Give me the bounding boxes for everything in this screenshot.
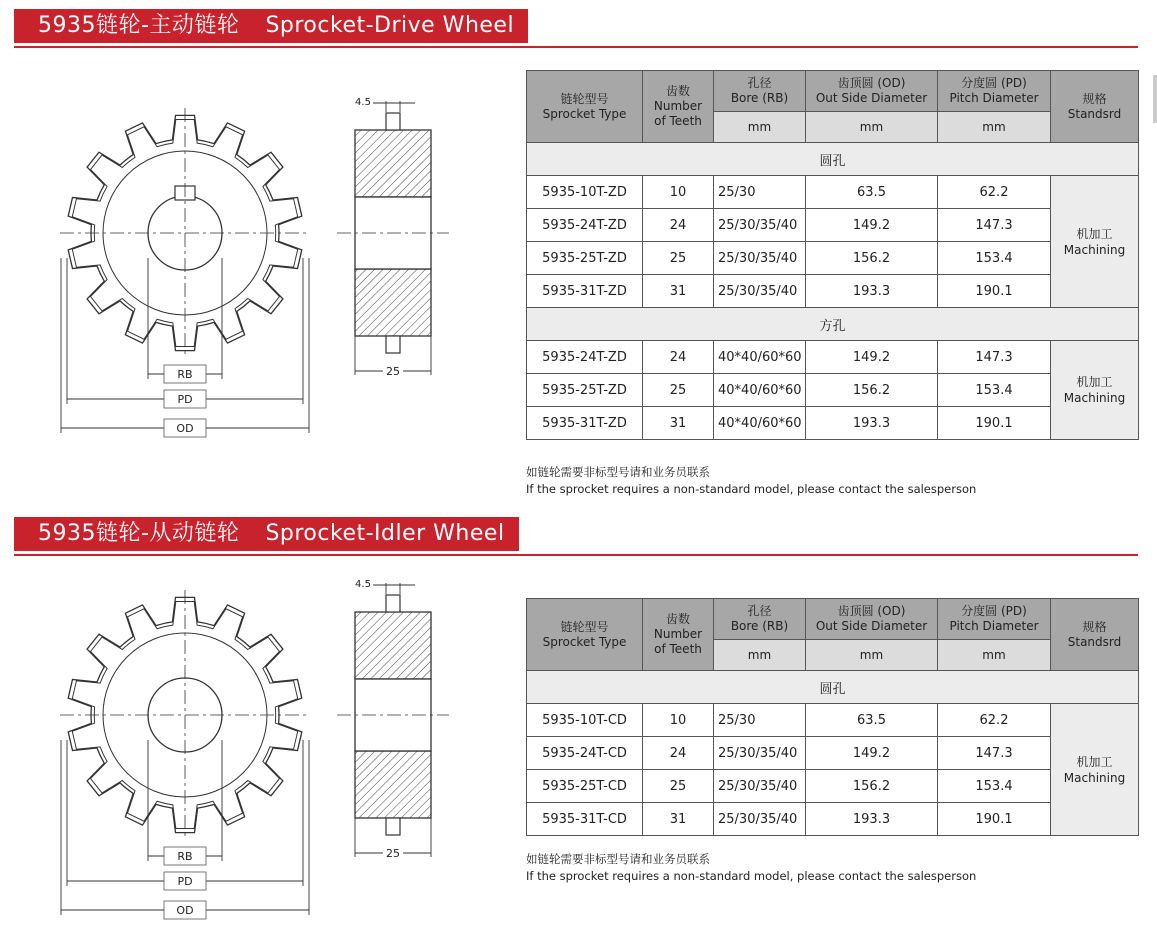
cell-type: 5935-24T-ZD bbox=[527, 341, 643, 374]
cell-bore: 25/30/35/40 bbox=[714, 209, 806, 242]
cell-type: 5935-24T-CD bbox=[527, 737, 643, 770]
cell-type: 5935-31T-CD bbox=[527, 803, 643, 836]
header-pd: 分度圆 (PD) Pitch Diameter bbox=[938, 71, 1051, 112]
cell-od: 193.3 bbox=[806, 803, 938, 836]
cell-bore: 25/30 bbox=[714, 704, 806, 737]
sprocket-drawing bbox=[40, 568, 480, 928]
cell-teeth: 24 bbox=[643, 209, 714, 242]
cell-od: 156.2 bbox=[806, 770, 938, 803]
cell-teeth: 25 bbox=[643, 242, 714, 275]
unit-cell: mm bbox=[714, 112, 806, 143]
cell-pd: 147.3 bbox=[938, 341, 1051, 374]
cell-type: 5935-31T-ZD bbox=[527, 407, 643, 440]
unit-cell: mm bbox=[806, 640, 938, 671]
header-type: 链轮型号 Sprocket Type bbox=[527, 71, 643, 143]
side-tooth-top bbox=[386, 595, 400, 612]
cell-type: 5935-25T-ZD bbox=[527, 242, 643, 275]
cell-od: 149.2 bbox=[806, 737, 938, 770]
cell-standard: 机加工 Machining bbox=[1051, 176, 1139, 308]
cell-type: 5935-24T-ZD bbox=[527, 209, 643, 242]
dim-width-label: 4.5 bbox=[355, 97, 371, 108]
section-title-cn: 5935链轮-从动链轮 bbox=[38, 521, 240, 546]
note-cn: 如链轮需要非标型号请和业务员联系 bbox=[526, 465, 710, 479]
note-en: If the sprocket requires a non-standard model, please contact the salesperson bbox=[526, 869, 977, 883]
section-title bbox=[14, 517, 519, 551]
side-section-bottom bbox=[355, 269, 431, 336]
cell-bore: 25/30/35/40 bbox=[714, 803, 806, 836]
cell-type: 5935-25T-CD bbox=[527, 770, 643, 803]
cell-teeth: 25 bbox=[643, 770, 714, 803]
header-teeth: 齿数 Number of Teeth bbox=[643, 599, 714, 671]
group-label: 圆孔 bbox=[527, 143, 1139, 176]
table-row bbox=[527, 803, 1139, 836]
rb-label: RB bbox=[177, 850, 193, 863]
group-label: 方孔 bbox=[527, 308, 1139, 341]
section-title-en: Sprocket-Idler Wheel bbox=[265, 521, 505, 546]
cell-od: 156.2 bbox=[806, 242, 938, 275]
dim-hub-label: 25 bbox=[386, 847, 400, 860]
table-row bbox=[527, 374, 1139, 407]
dim-hub-label: 25 bbox=[386, 365, 400, 378]
cell-teeth: 31 bbox=[643, 407, 714, 440]
rb-label: RB bbox=[177, 368, 193, 381]
cell-standard: 机加工 Machining bbox=[1051, 704, 1139, 836]
spec-table bbox=[526, 70, 1139, 440]
cell-teeth: 24 bbox=[643, 737, 714, 770]
spec-table bbox=[526, 598, 1139, 836]
side-tooth-bottom bbox=[386, 336, 400, 353]
header-bore: 孔径 Bore (RB) bbox=[714, 599, 806, 640]
unit-cell: mm bbox=[938, 640, 1051, 671]
side-section-top bbox=[355, 130, 431, 197]
section-title-en: Sprocket-Drive Wheel bbox=[265, 13, 515, 38]
title-divider bbox=[14, 554, 1138, 556]
note-cn: 如链轮需要非标型号请和业务员联系 bbox=[526, 852, 710, 866]
header-standard: 规格 Standsrd bbox=[1051, 71, 1139, 143]
cell-od: 63.5 bbox=[806, 176, 938, 209]
cell-pd: 190.1 bbox=[938, 275, 1051, 308]
od-label: OD bbox=[176, 904, 194, 917]
cell-type: 5935-31T-ZD bbox=[527, 275, 643, 308]
cell-type: 5935-10T-ZD bbox=[527, 176, 643, 209]
header-od: 齿顶圆 (OD) Out Side Diameter bbox=[806, 71, 938, 112]
cell-bore: 40*40/60*60 bbox=[714, 407, 806, 440]
cell-pd: 153.4 bbox=[938, 374, 1051, 407]
note-en: If the sprocket requires a non-standard model, please contact the salesperson bbox=[526, 482, 977, 496]
cell-bore: 25/30/35/40 bbox=[714, 737, 806, 770]
header-teeth: 齿数 Number of Teeth bbox=[643, 71, 714, 143]
cell-pd: 153.4 bbox=[938, 242, 1051, 275]
table-row bbox=[527, 242, 1139, 275]
cell-pd: 62.2 bbox=[938, 704, 1051, 737]
cell-od: 149.2 bbox=[806, 209, 938, 242]
cell-teeth: 31 bbox=[643, 275, 714, 308]
table-row bbox=[527, 176, 1139, 209]
side-section-bottom bbox=[355, 751, 431, 818]
page-edge-mark bbox=[1153, 75, 1157, 123]
section-title-cn: 5935链轮-主动链轮 bbox=[38, 13, 240, 38]
unit-cell: mm bbox=[938, 112, 1051, 143]
table-row bbox=[527, 209, 1139, 242]
table-row bbox=[527, 341, 1139, 374]
cell-od: 193.3 bbox=[806, 407, 938, 440]
cell-bore: 40*40/60*60 bbox=[714, 341, 806, 374]
side-tooth-bottom bbox=[386, 818, 400, 835]
cell-type: 5935-10T-CD bbox=[527, 704, 643, 737]
cell-teeth: 10 bbox=[643, 176, 714, 209]
side-tooth-top bbox=[386, 113, 400, 130]
cell-pd: 190.1 bbox=[938, 407, 1051, 440]
cell-teeth: 24 bbox=[643, 341, 714, 374]
table-row bbox=[527, 737, 1139, 770]
cell-bore: 25/30/35/40 bbox=[714, 770, 806, 803]
pd-label: PD bbox=[177, 875, 193, 888]
cell-standard: 机加工 Machining bbox=[1051, 341, 1139, 440]
note bbox=[526, 464, 976, 498]
header-pd: 分度圆 (PD) Pitch Diameter bbox=[938, 599, 1051, 640]
cell-bore: 25/30 bbox=[714, 176, 806, 209]
cell-pd: 190.1 bbox=[938, 803, 1051, 836]
cell-teeth: 25 bbox=[643, 374, 714, 407]
unit-cell: mm bbox=[806, 112, 938, 143]
cell-od: 149.2 bbox=[806, 341, 938, 374]
table-row bbox=[527, 275, 1139, 308]
dim-width-label: 4.5 bbox=[355, 579, 371, 590]
cell-type: 5935-25T-ZD bbox=[527, 374, 643, 407]
side-section-top bbox=[355, 612, 431, 679]
cell-pd: 147.3 bbox=[938, 737, 1051, 770]
table-row bbox=[527, 770, 1139, 803]
cell-pd: 147.3 bbox=[938, 209, 1051, 242]
header-type: 链轮型号 Sprocket Type bbox=[527, 599, 643, 671]
note bbox=[526, 851, 976, 885]
header-od: 齿顶圆 (OD) Out Side Diameter bbox=[806, 599, 938, 640]
pd-label: PD bbox=[177, 393, 193, 406]
cell-od: 63.5 bbox=[806, 704, 938, 737]
table-row bbox=[527, 704, 1139, 737]
cell-od: 156.2 bbox=[806, 374, 938, 407]
header-bore: 孔径 Bore (RB) bbox=[714, 71, 806, 112]
sprocket-drawing bbox=[40, 86, 480, 446]
unit-cell: mm bbox=[714, 640, 806, 671]
cell-teeth: 10 bbox=[643, 704, 714, 737]
cell-bore: 25/30/35/40 bbox=[714, 275, 806, 308]
cell-od: 193.3 bbox=[806, 275, 938, 308]
section-title bbox=[14, 9, 528, 43]
title-divider bbox=[14, 46, 1138, 48]
cell-bore: 40*40/60*60 bbox=[714, 374, 806, 407]
cell-pd: 153.4 bbox=[938, 770, 1051, 803]
cell-bore: 25/30/35/40 bbox=[714, 242, 806, 275]
od-label: OD bbox=[176, 422, 194, 435]
group-label: 圆孔 bbox=[527, 671, 1139, 704]
table-row bbox=[527, 407, 1139, 440]
cell-teeth: 31 bbox=[643, 803, 714, 836]
cell-pd: 62.2 bbox=[938, 176, 1051, 209]
header-standard: 规格 Standsrd bbox=[1051, 599, 1139, 671]
